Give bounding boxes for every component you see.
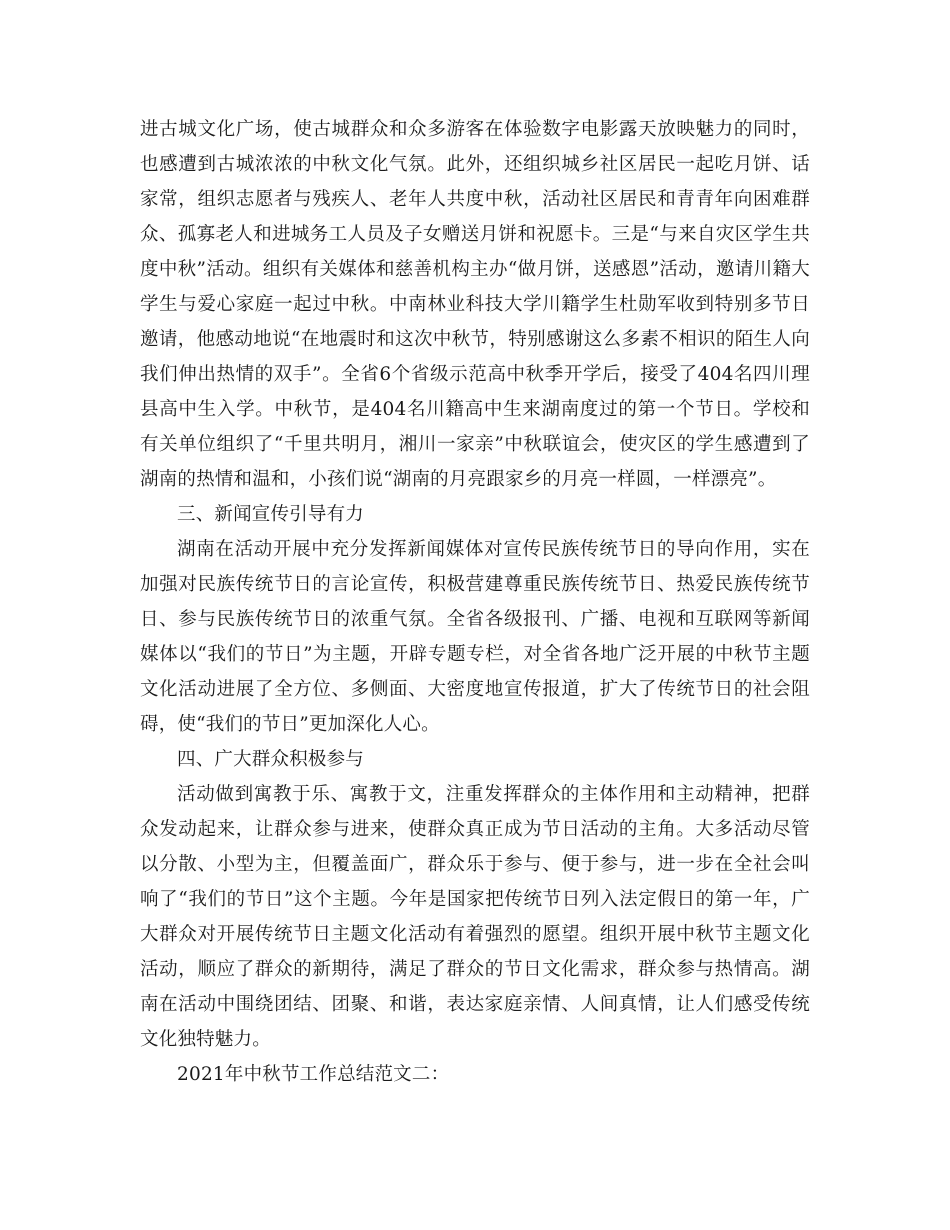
body-paragraph-2: 湖南在活动开展中充分发挥新闻媒体对宣传民族传统节日的导向作用，实在加强对民族传统节日的言论宣传，积极营建尊重民族传统节日、热爱民族传统节日、参与民族传统节日的浓重气氛。全省各级报刊、广播、电视和互联网等新闻媒体以“我们的节日”为主题，开辟专题专栏，对全省各地广泛开展的中秋节主题文化活动进展了全方位、多侧面、大密度地宣传报道，扩大了传统节日的社会阻碍，使“我们的节日”更加深化人心。 <box>140 539 810 735</box>
document-page <box>140 112 810 1092</box>
section-heading-news-publicity: 三、新闻宣传引导有力 <box>177 504 365 525</box>
body-paragraph-1: 进古城文化广场，使古城群众和众多游客在体验数字电影露天放映魅力的同时，也感遭到古城浓浓的中秋文化气氛。此外，还组织城乡社区居民一起吃月饼、话家常，组织志愿者与残疾人、老年人共度中秋，活动社区居民和青青年向困难群众、孤寡老人和进城务工人员及子女赠送月饼和祝愿卡。三是“与来自灾区学生共度中秋”活动。组织有关媒体和慈善机构主办“做月饼，送感恩”活动，邀请川籍大学生与爱心家庭一起过中秋。中南林业科技大学川籍学生杜勋军收到特别多节日邀请，他感动地说“在地震时和这次中秋节，特别感谢这么多素不相识的陌生人向我们伸出热情的双手”。全省6个省级示范高中秋季开学后，接受了404名四川理县高中生入学。中秋节，是404名川籍高中生来湖南度过的第一个节日。学校和有关单位组织了“千里共明月，湘川一家亲”中秋联谊会，使灾区的学生感遭到了湖南的热情和温和，小孩们说“湖南的月亮跟家乡的月亮一样圆，一样漂亮”。 <box>140 119 810 490</box>
section-heading-public-participation: 四、广大群众积极参与 <box>177 749 365 770</box>
section-heading-sample-two: 2021年中秋节工作总结范文二： <box>177 1064 450 1085</box>
body-paragraph-3: 活动做到寓教于乐、寓教于文，注重发挥群众的主体作用和主动精神，把群众发动起来，让群众参与进来，使群众真正成为节日活动的主角。大多活动尽管以分散、小型为主，但覆盖面广，群众乐于参与、便于参与，进一步在全社会叫响了“我们的节日”这个主题。今年是国家把传统节日列入法定假日的第一年，广大群众对开展传统节日主题文化活动有着强烈的愿望。组织开展中秋节主题文化活动，顺应了群众的新期待，满足了群众的节日文化需求，群众参与热情高。湖南在活动中围绕团结、团聚、和谐，表达家庭亲情、人间真情，让人们感受传统文化独特魅力。 <box>140 784 810 1050</box>
